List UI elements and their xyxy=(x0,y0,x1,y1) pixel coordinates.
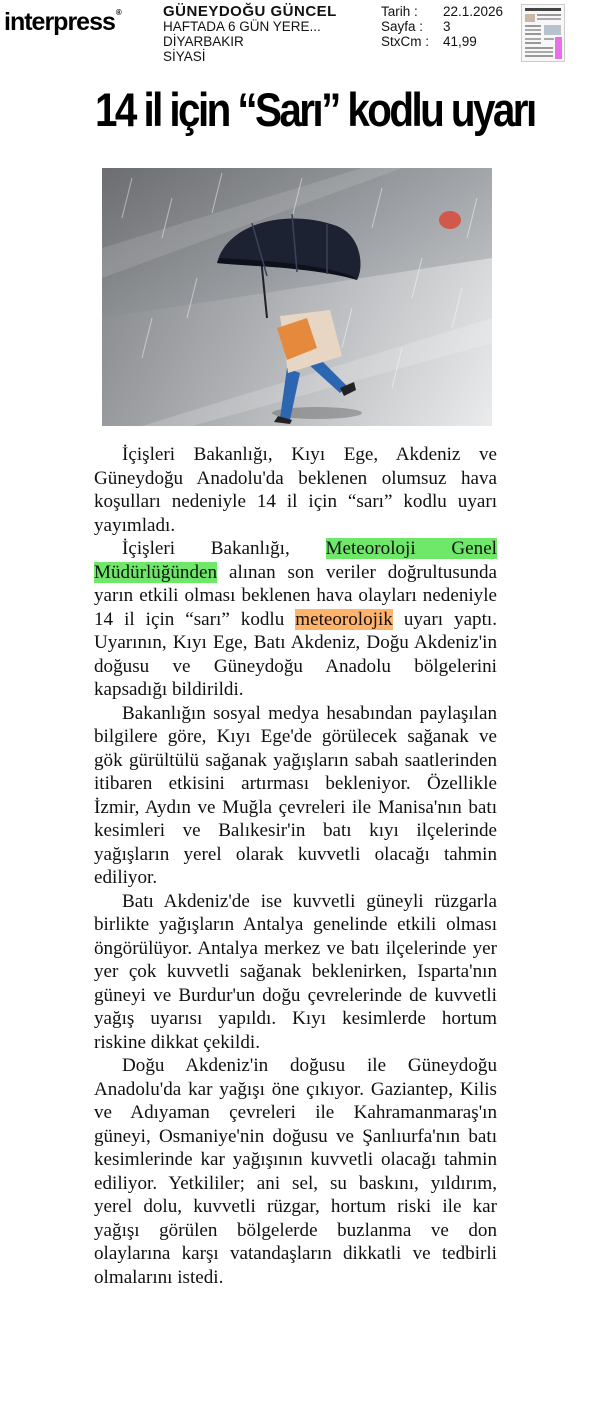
page-thumbnail[interactable] xyxy=(521,4,565,62)
paragraph-1: İçişleri Bakanlığı, Kıyı Ege, Akdeniz ve Güneydoğu Anadolu'da beklenen olumsuz hava koşulları nedeniyle 14 il için “sarı” kodlu uyarı yayımladı. xyxy=(94,444,497,536)
page-thumbnail-graphic xyxy=(522,5,564,61)
paragraph-5: Doğu Akdeniz'in doğusu ile Güneydoğu Anadolu'da kar yağışı öne çıkıyor. Gaziantep, Kilis ve Adıyaman çevreleri ile Kahramanmaraş'ın güneyi, Osmaniye'nin doğusu ve Şanlıurfa'nın batı kesimlerinde kar yağışının kuvvetli olacağı tahmin ediliyor. Yetkililer; ani sel, su baskını, yıldırım, yerel dolu, kuvvetli rüzgar, hortum riski ile kar yağışı görülen bölgelerde buzlanma ve don olaylarına karşı vatandaşların dikkatli ve tedbirli olmalarını istedi. xyxy=(94,1055,497,1288)
interpress-logo xyxy=(4,8,121,37)
article-headline: 14 il için “Sarı” kodlu uyarı xyxy=(95,83,535,136)
stxcm-label: StxCm : xyxy=(381,34,430,49)
page-value: 3 xyxy=(443,19,451,34)
date-label: Tarih : xyxy=(381,4,418,19)
stxcm-value: 41,99 xyxy=(443,34,477,49)
paragraph-2-part-3: uyarı yaptı. Uyarının, Kıyı Ege, Batı Akdeniz, Doğu Akdeniz'in doğusu ve Güneydoğu Anadolu bölgelerini kapsadığı bildirildi. xyxy=(94,608,497,700)
publication-frequency: HAFTADA 6 GÜN YERE... xyxy=(163,19,321,34)
paragraph-2 xyxy=(94,537,497,702)
publication-meta xyxy=(163,4,373,64)
logo-text: interpress xyxy=(4,8,115,36)
publication-name: GÜNEYDOĞU GÜNCEL xyxy=(163,3,337,20)
photo-illustration xyxy=(102,168,492,426)
paragraph-3: Bakanlığın sosyal medya hesabından paylaşılan bilgilere göre, Kıyı Ege'de görülecek sağanak ve gök gürültülü sağanak yağışların sabah saatlerinden itibaren etkisini artırması bekleniyor. Özellikle İzmir, Aydın ve Muğla çevreleri ile Manisa'nın batı kesimleri ve Balıkesir'in batı kıyı ilçelerinde yağışların yerel olarak kuvvetli olacağı tahmin ediliyor. xyxy=(94,702,497,888)
date-row xyxy=(381,4,521,19)
rain-umbrella-photo xyxy=(102,168,492,426)
paragraph-4: Batı Akdeniz'de ise kuvvetli güneyli rüzgarla birlikte yağışların Antalya genelinde etkili olması öngörülüyor. Antalya merkez ve batı ilçelerinde yer yer çok kuvvetli sağanak beklenirken, Isparta'nın güneyi ve Burdur'un doğu çevrelerinde de kuvvetli yağış uyarısı yapıldı. Kıyı kesimlerde hortum riskine dikkat çekildi. xyxy=(94,890,497,1053)
article-body xyxy=(94,443,497,1289)
paragraph-2-part-2: alınan son veriler doğrultusunda yarın etkili olması beklenen hava olayları nedeniyle 14 il için “sarı” kodlu xyxy=(94,561,497,630)
registered-mark: ® xyxy=(115,8,121,17)
highlight-meteoroloji-genel-mudurlugu: Meteoroloji Genel Müdürlüğünden xyxy=(94,538,497,583)
page-row xyxy=(381,19,521,34)
publication-category: SİYASİ xyxy=(163,49,206,64)
highlight-meteorolojik: meteorolojik xyxy=(295,608,393,630)
publication-city: DİYARBAKIR xyxy=(163,34,244,49)
date-value: 22.1.2026 xyxy=(443,4,504,19)
stxcm-row xyxy=(381,34,521,49)
paragraph-2-part-1: İçişleri Bakanlığı, xyxy=(122,538,290,559)
clipping-meta xyxy=(381,4,521,49)
page-label: Sayfa : xyxy=(381,19,424,34)
